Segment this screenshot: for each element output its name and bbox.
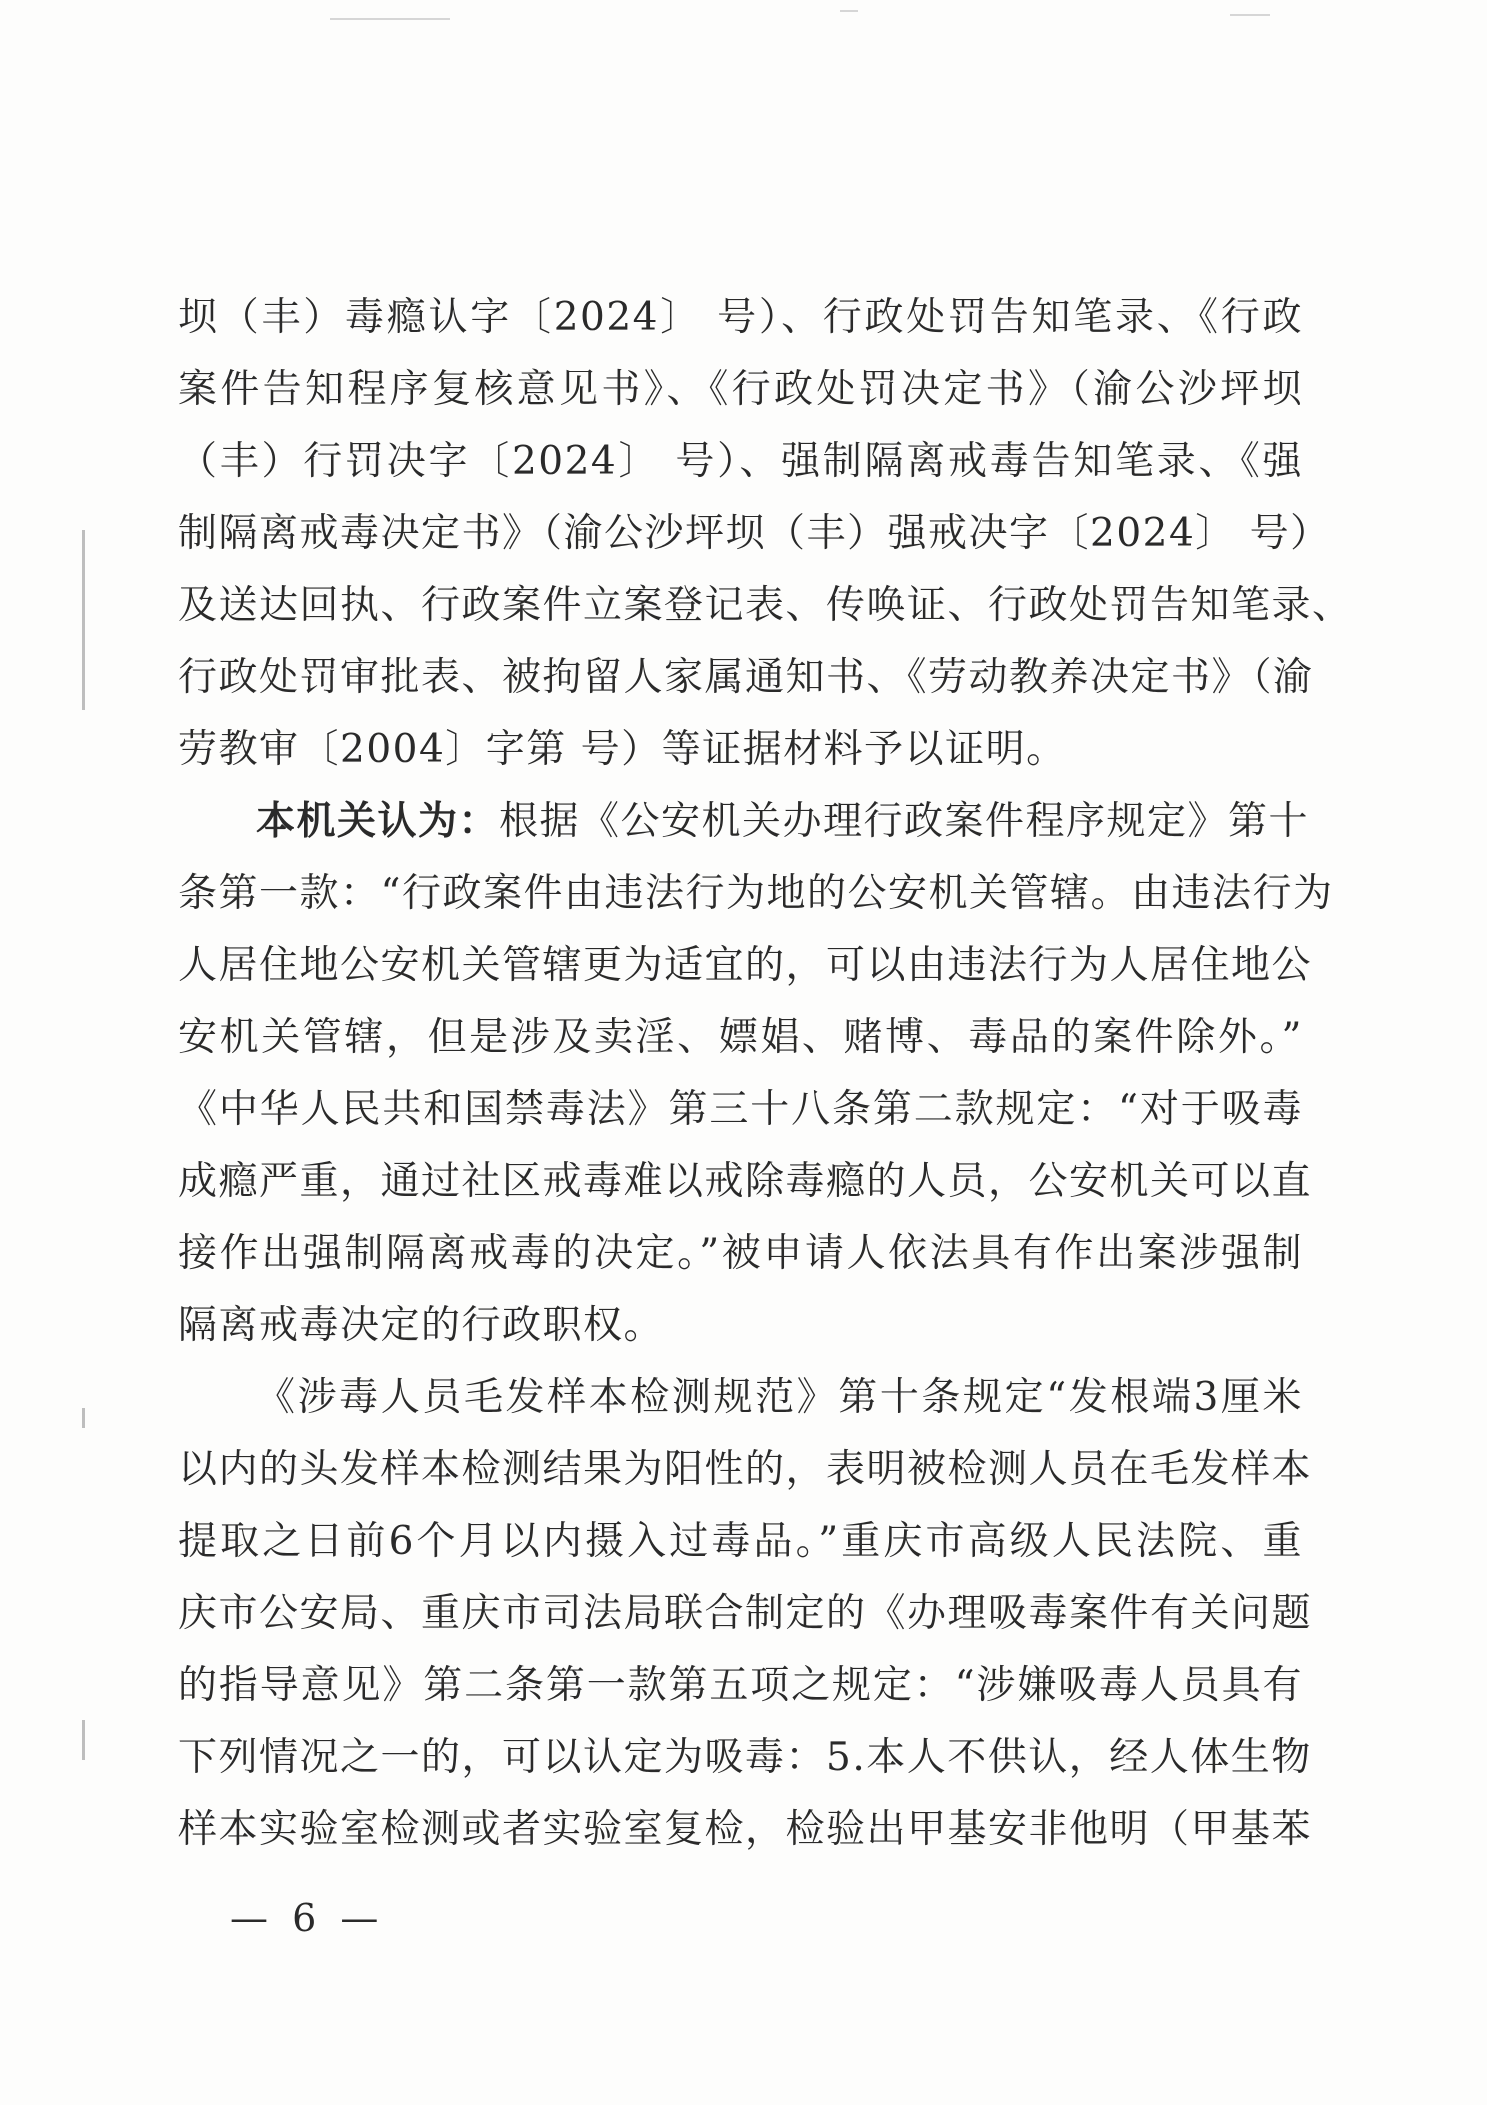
text-line: （丰）行罚决字〔2024〕 号）、强制隔离戒毒告知笔录、《强 xyxy=(178,439,1303,484)
text-line: 安机关管辖，但是涉及卖淫、嫖娼、赌博、毒品的案件除外。” xyxy=(178,1015,1303,1060)
scan-artifact xyxy=(840,10,858,12)
text-line: 《中华人民共和国禁毒法》第三十八条第二款规定：“对于吸毒 xyxy=(178,1087,1303,1132)
text-line: 案件告知程序复核意见书》、《行政处罚决定书》（渝公沙坪坝 xyxy=(178,367,1303,412)
text-line: 庆市公安局、重庆市司法局联合制定的《办理吸毒案件有关问题 xyxy=(178,1591,1313,1636)
text-line: 接作出强制隔离戒毒的决定。”被申请人依法具有作出案涉强制 xyxy=(178,1231,1303,1276)
paragraph-first-line xyxy=(178,786,1310,858)
scan-artifact xyxy=(82,1720,85,1760)
text-line: 行政处罚审批表、被拘留人家属通知书、《劳动教养决定书》（渝 xyxy=(178,655,1314,700)
paragraph-first-line: 《涉毒人员毛发样本检测规范》第十条规定“发根端3厘米 xyxy=(256,1375,1303,1420)
text-line: 成瘾严重，通过社区戒毒难以戒除毒瘾的人员，公安机关可以直 xyxy=(178,1159,1313,1204)
text-run: 根据《公安机关办理行政案件程序规定》第十 xyxy=(499,799,1310,844)
scan-artifact xyxy=(82,1408,85,1428)
text-line: 以内的头发样本检测结果为阳性的，表明被检测人员在毛发样本 xyxy=(178,1447,1313,1492)
text-line: 制隔离戒毒决定书》（渝公沙坪坝（丰）强戒决字〔2024〕 号） xyxy=(178,511,1331,556)
text-line: 人居住地公安机关管辖更为适宜的，可以由违法行为人居住地公 xyxy=(178,943,1313,988)
text-line: 样本实验室检测或者实验室复检，检验出甲基安非他明（甲基苯 xyxy=(178,1807,1313,1852)
text-line: 及送达回执、行政案件立案登记表、传唤证、行政处罚告知笔录、 xyxy=(178,583,1353,628)
text-line: 劳教审〔2004〕字第 号）等证据材料予以证明。 xyxy=(178,727,1067,772)
text-line: 坝（丰）毒瘾认字〔2024〕 号）、行政处罚告知笔录、《行政 xyxy=(178,295,1303,340)
scan-artifact xyxy=(82,530,85,710)
text-line: 隔离戒毒决定的行政职权。 xyxy=(178,1303,665,1348)
body-text xyxy=(178,282,1353,1866)
scan-artifact xyxy=(1230,14,1270,16)
text-line: 提取之日前6个月以内摄入过毒品。”重庆市高级人民法院、重 xyxy=(178,1519,1303,1564)
text-line: 条第一款：“行政案件由违法行为地的公安机关管辖。由违法行为 xyxy=(178,871,1334,916)
paragraph-lead: 本机关认为： xyxy=(256,799,500,844)
scan-artifact xyxy=(330,18,450,20)
text-line: 的指导意见》第二条第一款第五项之规定：“涉嫌吸毒人员具有 xyxy=(178,1663,1303,1708)
text-line: 下列情况之一的，可以认定为吸毒：5.本人不供认，经人体生物 xyxy=(178,1735,1312,1780)
page-number: — 6 — xyxy=(230,1896,385,1940)
